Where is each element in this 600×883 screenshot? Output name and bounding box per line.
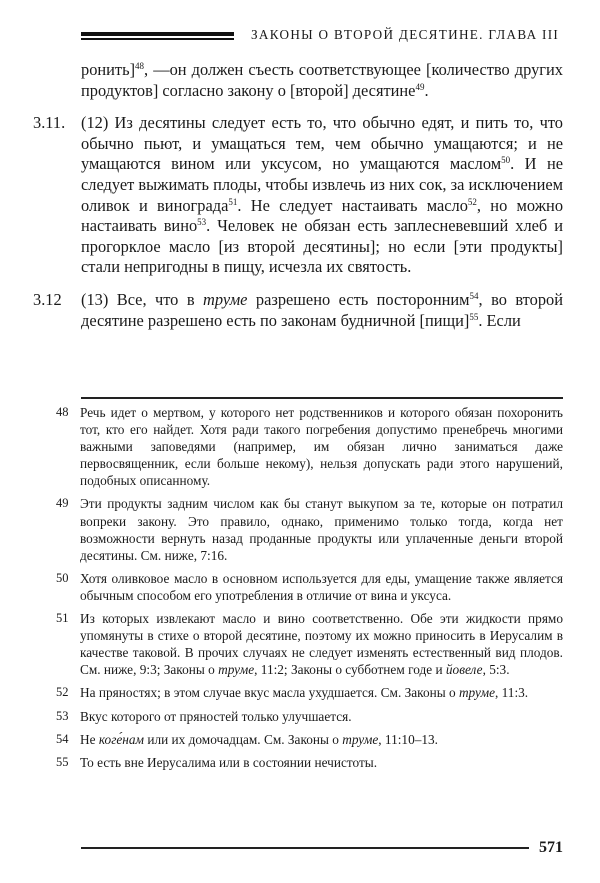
section-number: 3.12 [33,289,62,309]
footnote-number: 55 [56,754,69,769]
italic-term: труме [218,662,255,678]
section-3-11 [33,113,564,278]
text-run: На пряностях; в этом случае вкус масла ухудшается. См. Законы о [80,685,459,701]
running-head [81,26,563,44]
footnote-ref-53[interactable]: 53 [197,217,207,228]
text-run: (13) Все, что в [81,289,204,309]
footnote-49 [56,495,563,563]
header-thick-rule [81,32,234,36]
footer-rule [81,847,529,849]
footnote-text [80,731,563,748]
text-run: . [424,80,429,100]
footnote-text: Речь идет о мертвом, у которого нет родственников и которого обязан похоронить тот, кто его найдет. Хотя ради такого погребения допустимо пренебречь многими важными заповедями (например, им обязан лично заниматься даже первосвященник, если больше некому), нельзя допускать ради этого нарушений, подобных описанному. [80,405,563,489]
text-run: , 11:10–13. [378,731,438,747]
header-thin-rule [81,38,234,40]
footnote-55 [56,754,563,771]
footnote-text [80,610,563,678]
text-run: . Не следует настаивать масло [237,195,468,215]
footnote-text: Хотя оливковое масло в основном используется для еды, умащение также является обычным способом его употребления в отличие от вина и уксуса. [80,570,563,603]
text-run: разрешено есть посторонним [247,289,470,309]
footnote-ref-48[interactable]: 48 [135,61,145,71]
text-run: . Человек не обязан есть заплесневевший хлеб и прогорклое масло [из второй десятины]; но если [эти продукты] стали непригодны в пищу, исчезла их святость. [81,216,563,277]
footnote-text: Вкус которого от пряностей только улучшается. [80,708,352,724]
text-run: или их домочадцам. См. Законы о [144,731,343,747]
header-rule-ornament [81,31,234,39]
footnote-text [80,684,563,701]
running-head-title: ЗАКОНЫ О ВТОРОЙ ДЕСЯТИНЕ. ГЛАВА III [251,27,560,42]
page-number: 571 [539,839,563,856]
footnote-number: 51 [56,611,69,626]
text-run: (12) Из десятины следует есть то, что обычно едят, и пить то, что обычно пьют, и умащаться тем, чем обычно умащаются; и не умащаются вином или уксусом, но умащаются маслом [81,113,563,174]
footnote-text: Эти продукты задним числом как бы станут выкупом за те, которые он потратил вопреки закону. Это правило, однако, применимо только тогда, когда нет возможности вернуть назад проданные продукты или уплаченные деньги второй десятины. См. ниже, 7:16. [80,496,563,563]
text-run: . И не следует выжимать плоды, чтобы извлечь из них сок, за исключением оливок и винограда [81,154,563,215]
italic-term: коге́нам [98,731,145,747]
page-footer [81,838,563,858]
section-number: 3.11. [33,113,66,133]
footnote-number: 49 [56,496,69,511]
footnote-ref-50[interactable]: 50 [501,155,511,166]
footnote-number: 48 [56,405,69,419]
footnote-51 [56,610,563,678]
italic-term: труме [203,289,248,309]
text-run: , 11:3. [495,685,529,701]
footnote-number: 53 [56,708,69,723]
text-run: , 5:3. [482,662,510,678]
text-run: , 11:2; Законы о субботнем годе и [254,662,446,678]
text-run: , но можно настаивать вино [81,195,564,236]
main-text [33,60,564,331]
footnote-ref-49[interactable]: 49 [415,81,425,92]
italic-term: йовеле [445,662,483,678]
footnote-number: 52 [56,685,69,700]
text-run: . Если [478,310,521,330]
italic-term: труме [458,685,495,701]
footnote-ref-55[interactable]: 55 [469,311,479,322]
italic-term: труме [342,731,379,747]
text-run: Из которых извлекают масло и вино соответственно. Обе эти жидкости прямо упомянуты в стихе о второй десятине, поэтому их можно приносить в Иерусалим в качестве таковой. В прочих случаях не следует изменять естественный вид плодов. См. ниже, 9:3; Законы о [80,611,563,678]
footnote-54 [56,731,563,748]
footnote-53 [56,708,563,725]
footnote-50 [56,570,563,604]
text-run: , —он должен съесть соответствующее [количество других продуктов] согласно закону о [второй] десятине [81,60,563,100]
footnotes [56,404,563,777]
footnote-48 [56,404,563,489]
footnote-number: 50 [56,570,69,585]
text-run: , во второй десятине разрешено есть по законам будничной [пищи] [81,289,563,330]
footnote-number: 54 [56,731,69,746]
text-run: Не [80,731,99,747]
continuation-paragraph [81,60,563,101]
text-run: ронить] [81,60,136,79]
footnote-text: То есть вне Иерусалима или в состоянии нечистоты. [80,754,378,770]
section-3-12 [33,289,563,331]
footnote-52 [56,684,563,701]
footnote-ref-54[interactable]: 54 [469,290,479,301]
footnote-ref-52[interactable]: 52 [467,196,477,207]
footnote-separator [81,397,563,399]
footnote-ref-51[interactable]: 51 [228,196,238,207]
